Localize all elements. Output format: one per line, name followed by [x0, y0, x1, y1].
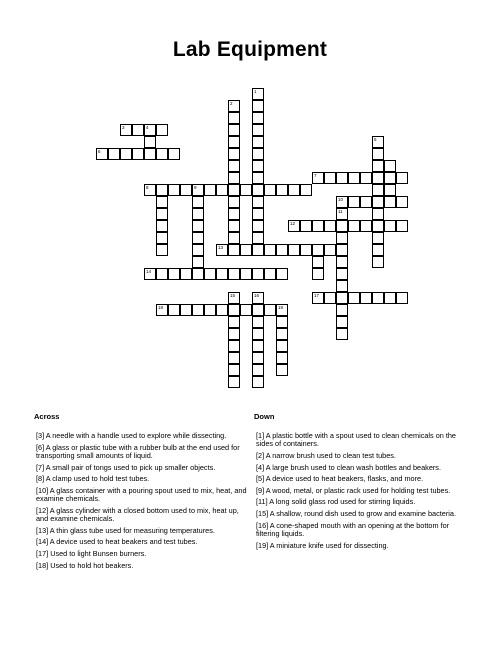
crossword-cell[interactable] [312, 256, 324, 268]
crossword-cell[interactable] [228, 160, 240, 172]
crossword-cell[interactable] [144, 184, 156, 196]
across-clue [34, 464, 250, 472]
cell-number: 19 [278, 305, 284, 310]
crossword-cell[interactable] [312, 268, 324, 280]
crossword-cell[interactable] [360, 220, 372, 232]
crossword-cell[interactable] [372, 136, 384, 148]
clue-text: A glass container with a pouring spout used to mix, heat, and examine chemicals. [36, 485, 247, 504]
clue-number: [12] [36, 505, 49, 515]
crossword-cell[interactable] [156, 232, 168, 244]
crossword-cell[interactable] [228, 100, 240, 112]
clue-number: [8] [36, 474, 45, 484]
cell-number: 11 [338, 209, 343, 214]
crossword-cell[interactable] [108, 148, 120, 160]
crossword-cell[interactable] [384, 292, 396, 304]
crossword-cell[interactable] [192, 184, 204, 196]
crossword-cell[interactable] [336, 172, 348, 184]
crossword-cell[interactable] [216, 184, 228, 196]
crossword-cell[interactable] [360, 172, 372, 184]
crossword-cell[interactable] [348, 292, 360, 304]
crossword-cell[interactable] [276, 244, 288, 256]
crossword-cell[interactable] [252, 220, 264, 232]
clue-text: A narrow brush used to clean test tubes. [264, 451, 396, 460]
crossword-cell[interactable] [312, 220, 324, 232]
crossword-cell[interactable] [168, 304, 180, 316]
crossword-cell[interactable] [360, 292, 372, 304]
crossword-cell[interactable] [120, 124, 132, 136]
crossword-cell[interactable] [204, 304, 216, 316]
crossword-cell[interactable] [324, 220, 336, 232]
cell-number: 3 [122, 125, 125, 130]
clue-text: A cone-shaped mouth with an opening at the bottom for filtering liquids. [256, 520, 450, 538]
cell-number: 10 [338, 197, 344, 202]
crossword-cell[interactable] [372, 148, 384, 160]
crossword-cell[interactable] [348, 220, 360, 232]
crossword-cell[interactable] [384, 220, 396, 232]
crossword-cell[interactable] [336, 292, 348, 304]
crossword-cell[interactable] [372, 256, 384, 268]
crossword-cell[interactable] [192, 304, 204, 316]
crossword-cell[interactable] [228, 136, 240, 148]
crossword-cell[interactable] [96, 148, 108, 160]
clue-number: [4] [256, 462, 265, 472]
clue-text: A clamp used to hold test tubes. [44, 474, 150, 484]
crossword-cell[interactable] [156, 208, 168, 220]
clue-number: [13] [36, 525, 49, 535]
crossword-cell[interactable] [252, 160, 264, 172]
crossword-cell[interactable] [372, 292, 384, 304]
crossword-cell[interactable] [228, 208, 240, 220]
clue-number: [9] [256, 485, 265, 495]
crossword-cell[interactable] [144, 124, 156, 136]
crossword-cell[interactable] [264, 304, 276, 316]
crossword-cell[interactable] [240, 184, 252, 196]
across-clue [34, 507, 250, 524]
across-clue [34, 550, 250, 558]
crossword-cell[interactable] [348, 172, 360, 184]
clue-number: [15] [256, 508, 269, 518]
crossword-cell[interactable] [372, 232, 384, 244]
crossword-cell[interactable] [312, 172, 324, 184]
crossword-cell[interactable] [252, 148, 264, 160]
crossword-cell[interactable] [300, 244, 312, 256]
crossword-cell[interactable] [192, 256, 204, 268]
crossword-cell[interactable] [252, 340, 264, 352]
down-clue [254, 475, 470, 483]
crossword-cell[interactable] [288, 244, 300, 256]
crossword-cell[interactable] [156, 196, 168, 208]
crossword-cell[interactable] [372, 220, 384, 232]
crossword-cell[interactable] [252, 100, 264, 112]
clue-number: [2] [256, 451, 265, 460]
clue-text: A miniature knife used for dissecting. [268, 540, 389, 550]
crossword-cell[interactable] [180, 268, 192, 280]
crossword-cell[interactable] [228, 292, 240, 304]
cell-number: 13 [218, 245, 224, 250]
crossword-cell[interactable] [384, 196, 396, 208]
crossword-cell[interactable] [228, 304, 240, 316]
cell-number: 18 [158, 305, 164, 310]
crossword-cell[interactable] [216, 268, 228, 280]
crossword-cell[interactable] [300, 220, 312, 232]
crossword-cell[interactable] [228, 220, 240, 232]
crossword-cell[interactable] [132, 148, 144, 160]
clue-text: A large brush used to clean wash bottles and beakers. [264, 462, 441, 472]
crossword-cell[interactable] [384, 172, 396, 184]
crossword-cell[interactable] [252, 112, 264, 124]
crossword-cell[interactable] [276, 268, 288, 280]
clue-text: A glass cylinder with a closed bottom used to mix, heat up, and examine chemicals. [36, 505, 239, 524]
crossword-cell[interactable] [204, 184, 216, 196]
clue-text: A glass or plastic tube with a rubber bulb at the end used for transporting small amounts of liquid. [36, 442, 240, 460]
cell-number: 14 [146, 269, 152, 274]
crossword-cell[interactable] [156, 220, 168, 232]
clue-text: A wood, metal, or plastic rack used for holding test tubes. [264, 485, 451, 495]
crossword-cell[interactable] [276, 328, 288, 340]
crossword-cell[interactable] [312, 292, 324, 304]
crossword-cell[interactable] [276, 304, 288, 316]
crossword-cell[interactable] [252, 136, 264, 148]
crossword-cell[interactable] [252, 208, 264, 220]
crossword-cell[interactable] [252, 232, 264, 244]
crossword-cell[interactable] [276, 364, 288, 376]
crossword-cell[interactable] [252, 268, 264, 280]
clue-number: [10] [36, 485, 49, 495]
crossword-cell[interactable] [396, 172, 408, 184]
crossword-cell[interactable] [312, 244, 324, 256]
cell-number: 12 [290, 221, 296, 226]
crossword-cell[interactable] [324, 172, 336, 184]
crossword-cell[interactable] [216, 304, 228, 316]
crossword-cell[interactable] [204, 268, 216, 280]
down-clue [254, 498, 470, 506]
crossword-cell[interactable] [240, 304, 252, 316]
crossword-cell[interactable] [336, 232, 348, 244]
crossword-cell[interactable] [228, 196, 240, 208]
cell-number: 1 [254, 89, 257, 94]
crossword-cell[interactable] [396, 196, 408, 208]
clue-text: A needle with a handle used to explore while dissecting. [44, 431, 227, 440]
crossword-cell[interactable] [240, 244, 252, 256]
crossword-cell[interactable] [348, 196, 360, 208]
crossword-cell[interactable] [228, 376, 240, 388]
crossword-cell[interactable] [372, 160, 384, 172]
down-heading: Down [254, 412, 275, 421]
crossword-cell[interactable] [156, 148, 168, 160]
crossword-cell[interactable] [252, 316, 264, 328]
crossword-cell[interactable] [252, 172, 264, 184]
crossword-cell[interactable] [192, 196, 204, 208]
across-clue [34, 562, 250, 570]
crossword-cell[interactable] [228, 244, 240, 256]
crossword-cell[interactable] [252, 196, 264, 208]
crossword-cell[interactable] [156, 304, 168, 316]
crossword-cell[interactable] [324, 244, 336, 256]
crossword-cell[interactable] [228, 328, 240, 340]
crossword-cell[interactable] [336, 220, 348, 232]
down-clue-list [254, 432, 470, 550]
across-clue [34, 538, 250, 546]
crossword-cell[interactable] [144, 268, 156, 280]
crossword-cell[interactable] [372, 184, 384, 196]
clue-text: A small pair of tongs used to pick up smaller objects. [44, 462, 216, 472]
clue-number: [1] [256, 431, 265, 440]
down-clue [254, 432, 470, 449]
crossword-cell[interactable] [252, 352, 264, 364]
crossword-cell[interactable] [384, 184, 396, 196]
crossword-cell[interactable] [336, 280, 348, 292]
crossword-cell[interactable] [300, 184, 312, 196]
cell-number: 7 [314, 173, 317, 178]
clue-text: A device used to heat beakers and test tubes. [48, 537, 198, 547]
crossword-cell[interactable] [180, 184, 192, 196]
clue-number: [16] [256, 520, 269, 530]
clue-text: A device used to heat beakers, flasks, and more. [264, 474, 424, 484]
crossword-cell[interactable] [228, 112, 240, 124]
crossword-cell[interactable] [168, 184, 180, 196]
crossword-cell[interactable] [156, 124, 168, 136]
crossword-cell[interactable] [252, 124, 264, 136]
clue-text: A shallow, round dish used to grow and examine bacteria. [268, 508, 456, 518]
down-clue [254, 452, 470, 460]
crossword-cell[interactable] [276, 340, 288, 352]
clue-number: [14] [36, 537, 49, 547]
across-clues [34, 412, 250, 573]
crossword-cell[interactable] [156, 244, 168, 256]
crossword-cell[interactable] [252, 364, 264, 376]
crossword-cell[interactable] [120, 148, 132, 160]
crossword-cell[interactable] [132, 124, 144, 136]
crossword-cell[interactable] [372, 208, 384, 220]
crossword-cell[interactable] [168, 268, 180, 280]
clue-number: [11] [256, 497, 268, 507]
crossword-cell[interactable] [228, 340, 240, 352]
crossword-cell[interactable] [228, 316, 240, 328]
crossword-cell[interactable] [180, 304, 192, 316]
crossword-cell[interactable] [336, 196, 348, 208]
crossword-cell[interactable] [372, 172, 384, 184]
cell-number: 5 [374, 137, 377, 142]
crossword-cell[interactable] [336, 208, 348, 220]
crossword-cell[interactable] [156, 268, 168, 280]
clue-text: Used to hold hot beakers. [48, 560, 134, 570]
crossword-cell[interactable] [228, 352, 240, 364]
across-clue [34, 475, 250, 483]
crossword-cell[interactable] [336, 304, 348, 316]
crossword-cell[interactable] [216, 244, 228, 256]
crossword-cell[interactable] [264, 184, 276, 196]
crossword-cell[interactable] [324, 292, 336, 304]
clue-number: [3] [36, 431, 45, 440]
down-clue [254, 487, 470, 495]
down-clue [254, 522, 470, 539]
across-clue-list [34, 432, 250, 570]
crossword-cell[interactable] [228, 124, 240, 136]
crossword-cell[interactable] [240, 268, 252, 280]
clue-number: [19] [256, 540, 269, 550]
crossword-cell[interactable] [288, 184, 300, 196]
crossword-cell[interactable] [288, 220, 300, 232]
crossword-cell[interactable] [144, 148, 156, 160]
cell-number: 8 [146, 185, 149, 190]
clue-number: [6] [36, 442, 45, 452]
crossword-cell[interactable] [360, 196, 372, 208]
crossword-cell[interactable] [228, 148, 240, 160]
down-clue [254, 542, 470, 550]
clue-text: A plastic bottle with a spout used to clean chemicals on the sides of containers. [256, 431, 456, 449]
crossword-cell[interactable] [252, 328, 264, 340]
crossword-cell[interactable] [252, 88, 264, 100]
across-heading: Across [34, 412, 60, 421]
crossword-cell[interactable] [252, 304, 264, 316]
crossword-cell[interactable] [336, 316, 348, 328]
cell-number: 9 [194, 185, 197, 190]
cell-number: 16 [254, 293, 260, 298]
crossword-cell[interactable] [276, 316, 288, 328]
clue-text: A thin glass tube used for measuring temperatures. [48, 525, 215, 535]
crossword-cell[interactable] [336, 244, 348, 256]
crossword-cell[interactable] [264, 268, 276, 280]
puzzle-title: Lab Equipment [172, 38, 328, 61]
clue-text: A long solid glass rod used for stirring liquids. [267, 497, 416, 507]
cell-number: 6 [98, 149, 101, 154]
cell-number: 2 [230, 101, 233, 106]
down-clues [254, 412, 470, 553]
crossword-cell[interactable] [228, 268, 240, 280]
crossword-cell[interactable] [192, 208, 204, 220]
crossword-cell[interactable] [276, 184, 288, 196]
cell-number: 17 [314, 293, 320, 298]
clue-text: Used to light Bunsen burners. [48, 548, 147, 558]
crossword-cell[interactable] [144, 136, 156, 148]
crossword-cell[interactable] [252, 184, 264, 196]
crossword-cell[interactable] [228, 184, 240, 196]
crossword-cell[interactable] [276, 352, 288, 364]
crossword-cell[interactable] [228, 172, 240, 184]
crossword-cell[interactable] [252, 244, 264, 256]
down-clue [254, 510, 470, 518]
crossword-cell[interactable] [372, 244, 384, 256]
crossword-cell[interactable] [396, 220, 408, 232]
across-clue [34, 527, 250, 535]
cell-number: 4 [146, 125, 149, 130]
across-clue [34, 487, 250, 504]
crossword-cell[interactable] [264, 244, 276, 256]
crossword-cell[interactable] [252, 292, 264, 304]
across-clue [34, 432, 250, 440]
crossword-cell[interactable] [156, 184, 168, 196]
crossword-cell[interactable] [252, 376, 264, 388]
crossword-cell[interactable] [336, 268, 348, 280]
crossword-cell[interactable] [228, 232, 240, 244]
crossword-cell[interactable] [336, 328, 348, 340]
crossword-cell[interactable] [396, 292, 408, 304]
clue-number: [18] [36, 560, 49, 570]
crossword-cell[interactable] [372, 196, 384, 208]
down-clue [254, 464, 470, 472]
crossword-cell[interactable] [192, 220, 204, 232]
crossword-cell[interactable] [192, 268, 204, 280]
crossword-cell[interactable] [384, 160, 396, 172]
crossword-cell[interactable] [336, 256, 348, 268]
cell-number: 15 [230, 293, 236, 298]
crossword-cell[interactable] [192, 232, 204, 244]
crossword-cell[interactable] [228, 364, 240, 376]
across-clue [34, 444, 250, 461]
clue-number: [7] [36, 462, 45, 472]
crossword-cell[interactable] [168, 148, 180, 160]
clue-number: [17] [36, 548, 49, 558]
crossword-cell[interactable] [192, 244, 204, 256]
clue-number: [5] [256, 474, 265, 484]
